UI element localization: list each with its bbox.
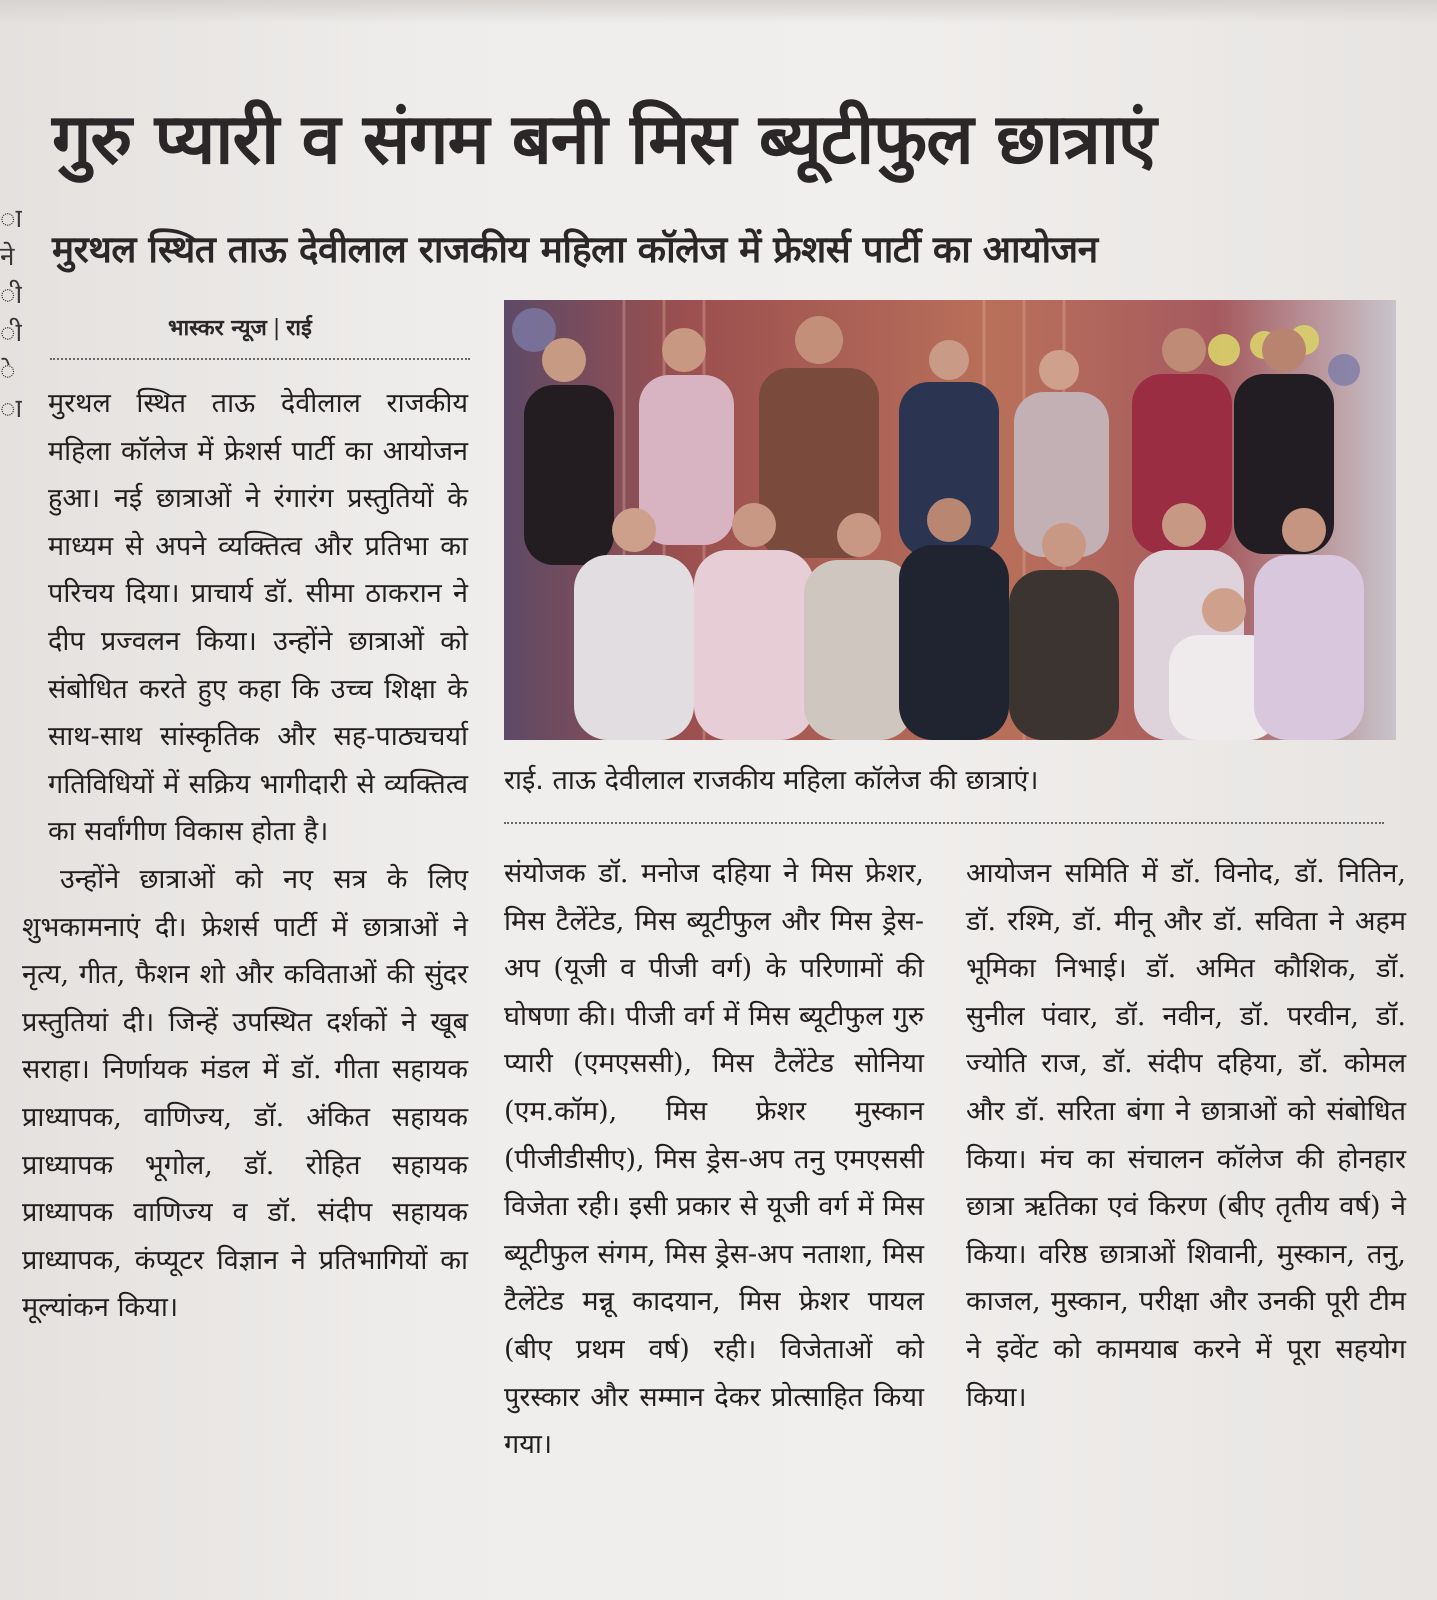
article-column-2 [504,850,924,1469]
article-paragraph: मुरथल स्थित ताऊ देवीलाल राजकीय महिला कॉलेज में फ्रेशर्स पार्टी का आयोजन हुआ। नई छात्राओं ने रंगारंग प्रस्तुतियों के माध्यम से अपने व्यक्तित्व और प्रतिभा का परिचय दिया। प्राचार्य डॉ. सीमा ठाकरान ने दीप प्रज्वलन किया। उन्होंने छात्राओं को संबोधित करते हुए कहा कि उच्च शिक्षा के साथ-साथ सांस्कृतिक और सह-पाठ्यचर्या गतिविधियों में सक्रिय भागीदारी से व्यक्तित्व का सर्वांगीण विकास होता है। [48,388,468,848]
article-paragraph: आयोजन समिति में डॉ. विनोद, डॉ. नितिन, डॉ. रश्मि, डॉ. मीनू और डॉ. सविता ने अहम भूमिका निभाई। डॉ. अमित कौशिक, डॉ. सुनील पंवार, डॉ. नवीन, डॉ. परवीन, डॉ. ज्योति राज, डॉ. संदीप दहिया, डॉ. कोमल और डॉ. सरिता बंगा ने छात्राओं को संबोधित किया। मंच का संचालन कॉलेज की होनहार छात्रा ऋतिका एवं किरण (बीए तृतीय वर्ष) ने किया। वरिष्ठ छात्राओं शिवानी, मुस्कान, तनु, काजल, मुस्कान, परीक्षा और उनकी पूरी टीम ने इवेंट को कामयाब करने में पूरा सहयोग किया। [966,858,1406,1413]
fragment-char: ा [0,394,22,424]
byline-divider [50,358,470,360]
adjacent-column-fragment [0,200,22,500]
fragment-char: ने [0,242,15,272]
headline: गुरु प्यारी व संगम बनी मिस ब्यूटीफुल छात्राएं [52,98,1156,180]
subheadline: मुरथल स्थित ताऊ देवीलाल राजकीय महिला कॉलेज में फ्रेशर्स पार्टी का आयोजन [52,228,1098,271]
article-paragraph: संयोजक डॉ. मनोज दहिया ने मिस फ्रेशर, मिस टैलेंटेड, मिस ब्यूटीफुल और मिस ड्रेस-अप (यूजी व पीजी वर्ग) के परिणामों की घोषणा की। पीजी वर्ग में मिस ब्यूटीफुल गुरु प्यारी (एमएससी), मिस टैलेंटेड सोनिया (एम.कॉम), मिस फ्रेशर मुस्कान (पीजीडीसीए), मिस ड्रेस-अप तनु एमएससी विजेता रही। इसी प्रकार से यूजी वर्ग में मिस ब्यूटीफुल संगम, मिस ड्रेस-अप नताशा, मिस टैलेंटेड मन्नू कादयान, मिस फ्रेशर पायल (बीए प्रथम वर्ष) रही। विजेताओं को पुरस्कार और सम्मान देकर प्रोत्साहित किया गया। [504,858,924,1461]
photo-caption: राई. ताऊ देवीलाल राजकीय महिला कॉलेज की छात्राएं। [504,765,1039,796]
byline [168,312,312,342]
fragment-char: ी [0,280,22,310]
byline-separator: | [272,316,281,341]
group-photo [504,300,1396,740]
page-top-shadow [0,0,1437,24]
caption-divider [504,822,1384,824]
group-photo-illustration [504,300,1396,740]
article-column-1 [22,380,468,1332]
fragment-char: े [0,356,16,386]
article-paragraph: उन्होंने छात्राओं को नए सत्र के लिए शुभकामनाएं दी। फ्रेशर्स पार्टी में छात्राओं ने नृत्य, गीत, फैशन शो और कविताओं की सुंदर प्रस्तुतियां दी। जिन्हें उपस्थित दर्शकों ने खूब सराहा। निर्णायक मंडल में डॉ. गीता सहायक प्राध्यापक, वाणिज्य, डॉ. अंकित सहायक प्राध्यापक भूगोल, डॉ. रोहित सहायक प्राध्यापक वाणिज्य व डॉ. संदीप सहायक प्राध्यापक, कंप्यूटर विज्ञान ने प्रतिभागियों का मूल्यांकन किया। [22,863,468,1324]
fragment-char: ी [0,318,22,348]
fragment-char: ा [0,204,22,234]
byline-place: राई [286,316,312,341]
article-column-3 [966,850,1406,1421]
byline-source: भास्कर न्यूज [168,316,267,341]
